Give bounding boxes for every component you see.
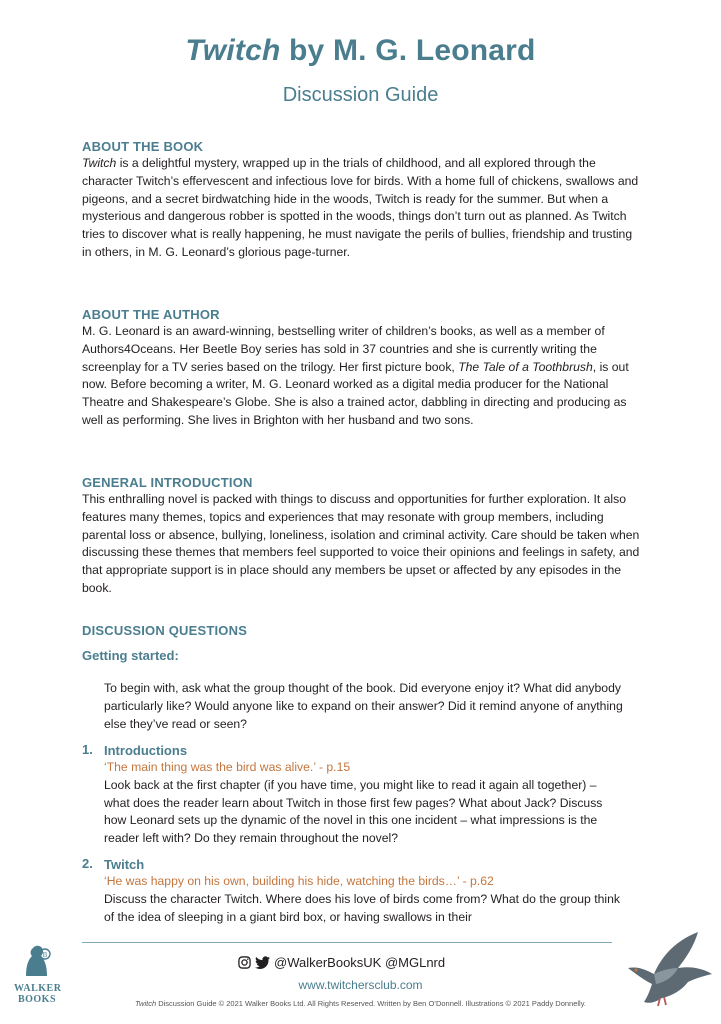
title-author: by M. G. Leonard bbox=[289, 34, 536, 67]
social-handles bbox=[238, 955, 445, 970]
general-intro-heading: GENERAL INTRODUCTION bbox=[82, 475, 253, 490]
question-1 bbox=[104, 742, 624, 848]
discussion-section bbox=[82, 622, 642, 663]
about-author-section bbox=[82, 306, 642, 430]
about-author-book-title: The Tale of a Toothbrush bbox=[458, 359, 593, 374]
about-book-heading: ABOUT THE BOOK bbox=[82, 139, 204, 154]
general-intro-text: This enthralling novel is packed with things to discuss and opportunities for further exploration. It also features many themes, topics and experiences that may resonate with group members, including parental loss or absence, bullying, loneliness, isolation and criminal activity. Care should be taken when discussing these themes that members feel supported to voice their opinions and feelings in safety, and that appropriate support is in place should any members be upset or affected by any episodes in the book. bbox=[82, 492, 640, 595]
about-author-body-a: M. G. Leonard is an award-winning, bestselling writer of children’s books, as well as a member of Authors4Oceans. Her Beetle Boy series has sold in 37 countries and she is currently writing the screenplay for a TV series based on the trilogy. Her first picture book, bbox=[82, 324, 605, 374]
question-1-title: Introductions bbox=[104, 743, 188, 758]
question-2-quote: ‘He was happy on his own, building his hide, watching the birds…’ - p.62 bbox=[104, 874, 494, 888]
pigeon-illustration bbox=[624, 930, 716, 1010]
page-title bbox=[0, 34, 721, 68]
logo-line-1: WALKER bbox=[14, 983, 62, 994]
about-author-body-b: , is out now. Before becoming a writer, M. G. Leonard worked as a digital media producer for the National Theatre and Shakespeare’s Globe. She is also a trained actor, dabbling in directing and producing as well as performing. She lives in Brighton with her husband and two sons. bbox=[82, 359, 629, 427]
page-subtitle: Discussion Guide bbox=[282, 84, 439, 106]
footer-divider bbox=[82, 942, 612, 943]
logo-line-2: BOOKS bbox=[17, 994, 57, 1005]
getting-started-heading: Getting started: bbox=[82, 648, 179, 663]
copyright-text: Discussion Guide © 2021 Walker Books Ltd. All Rights Reserved. Written by Ben O’Donnell. Illustrations © 2021 Paddy Donnelly. bbox=[156, 999, 586, 1008]
copyright-book-name: Twitch bbox=[135, 999, 157, 1008]
instagram-icon[interactable] bbox=[238, 956, 251, 969]
about-author-text bbox=[82, 323, 642, 430]
about-book-body: is a delightful mystery, wrapped up in the trials of childhood, and all explored through the character Twitch’s effervescent and infectious love for birds. With a home full of chickens, swallows and pigeons, and a secret birdwatching hide in the woods, Twitch is ready for the summer. But when a mysterious and dangerous robber is spotted in the woods, things don’t turn out as planned. As Twitch tries to discover what is really happening, he must navigate the perils of bullies, friendship and trusting in others, in M. G. Leonard’s glorious page-turner. bbox=[82, 156, 639, 259]
general-intro-section bbox=[82, 474, 642, 598]
twitter-icon[interactable] bbox=[255, 956, 270, 969]
question-1-quote: ‘The main thing was the bird was alive.’ - p.15 bbox=[104, 760, 351, 774]
about-book-text bbox=[82, 155, 642, 262]
social-handles-text[interactable]: @WalkerBooksUK @MGLnrd bbox=[274, 955, 446, 970]
svg-text:B: B bbox=[42, 951, 48, 959]
question-2-title: Twitch bbox=[104, 857, 145, 872]
walker-books-logo bbox=[14, 940, 60, 1005]
question-2-number: 2. bbox=[82, 856, 93, 871]
question-1-number: 1. bbox=[82, 742, 93, 757]
title-book-name: Twitch bbox=[185, 34, 281, 67]
about-book-lead: Twitch bbox=[82, 156, 117, 170]
about-book-section bbox=[82, 138, 642, 262]
about-author-heading: ABOUT THE AUTHOR bbox=[82, 307, 220, 322]
bear-icon bbox=[20, 940, 54, 978]
discussion-heading: DISCUSSION QUESTIONS bbox=[82, 623, 248, 638]
website-link[interactable]: www.twitchersclub.com bbox=[298, 978, 423, 992]
question-2 bbox=[104, 856, 624, 926]
question-1-text: Look back at the first chapter (if you have time, you might like to read it again all together) – what does the reader learn about Twitch in those first few pages? What about Jack? Discuss how Leonard sets up the dynamic of the novel in this one incident – what impressions is the reader left with? Do they remain throughout the novel? bbox=[104, 777, 603, 846]
question-2-text: Discuss the character Twitch. Where does his love of birds come from? What do the group think of the idea of sleeping in a giant bird box, or having swallows in their bbox=[104, 891, 620, 924]
getting-started-text: To begin with, ask what the group thought of the book. Did everyone enjoy it? What did anybody particularly like? Would anyone like to expand on their answer? Did it remind anyone of anything else they’ve read or seen? bbox=[104, 681, 623, 731]
copyright-notice bbox=[0, 999, 721, 1008]
